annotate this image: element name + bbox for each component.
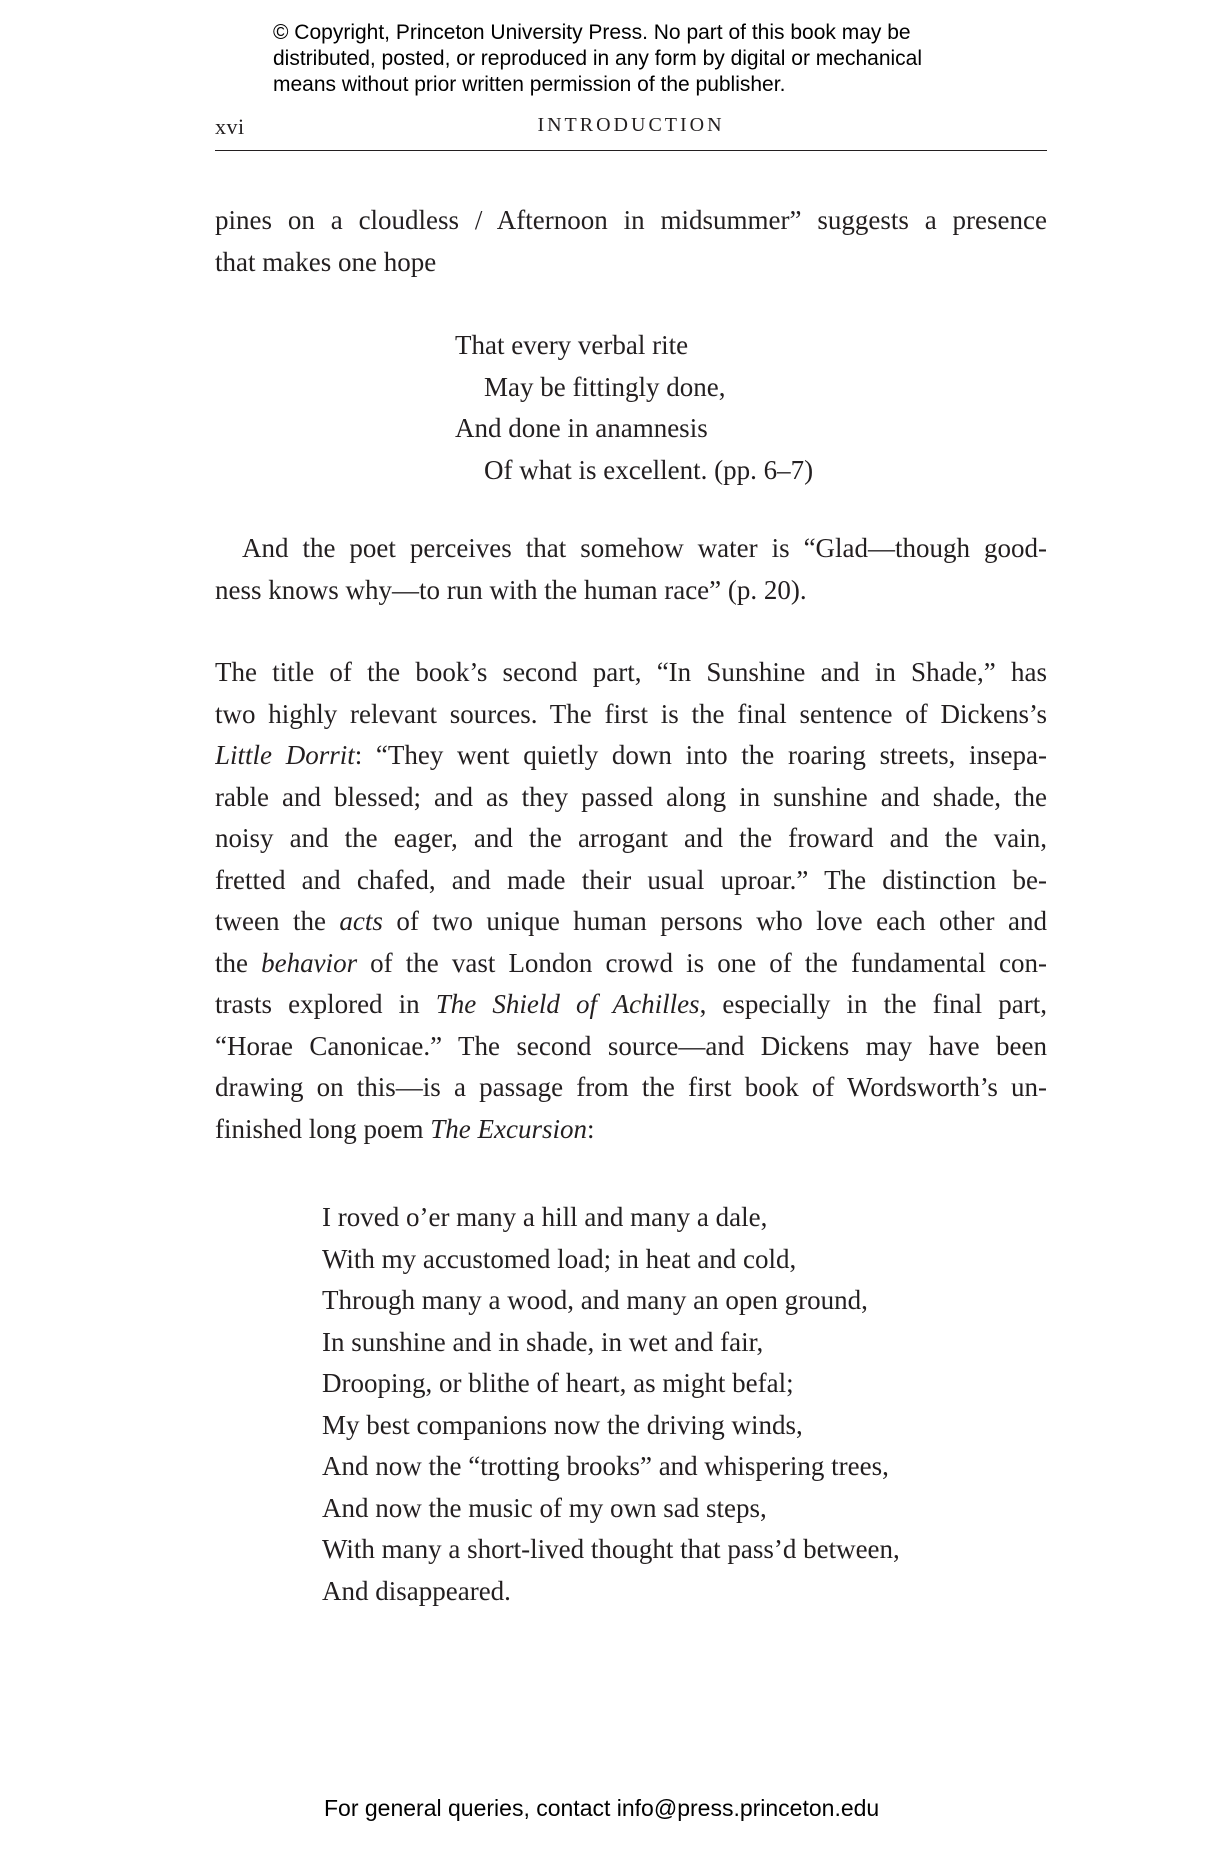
verse-line: My best companions now the driving winds, bbox=[322, 1409, 803, 1440]
text-line: ness knows why—to run with the human race” (p. 20). bbox=[215, 574, 807, 605]
verse-line: And now the music of my own sad steps, bbox=[322, 1492, 767, 1523]
running-head bbox=[215, 110, 1047, 151]
paragraph-continued bbox=[215, 200, 1047, 283]
text-line: rable and blessed; and as they passed along in sunshine and shade, the bbox=[215, 781, 1047, 812]
book-title: Little Dorrit bbox=[215, 740, 355, 770]
verse-line: Drooping, or blithe of heart, as might befal; bbox=[322, 1368, 794, 1398]
text-line bbox=[215, 984, 1047, 1026]
paragraph bbox=[215, 652, 1047, 1150]
verse-line: With my accustomed load; in heat and cold, bbox=[322, 1243, 797, 1274]
verse-quotation bbox=[455, 325, 813, 491]
verse-line: I roved o’er many a hill and many a dale, bbox=[322, 1202, 768, 1232]
copyright-line: distributed, posted, or reproduced in any form by digital or mechanical bbox=[273, 47, 923, 70]
text-line bbox=[215, 735, 1047, 777]
verse-line: That every verbal rite bbox=[455, 330, 689, 360]
text-run: of two unique human persons who love each other and bbox=[382, 906, 1047, 936]
verse-line: And disappeared. bbox=[322, 1575, 511, 1606]
text-line: “Horae Canonicae.” The second source—and Dickens may have been bbox=[215, 1030, 1047, 1061]
text-run: , especially in the final part, bbox=[699, 989, 1047, 1019]
text-line: fretted and chafed, and made their usual uproar.” The distinction be- bbox=[215, 864, 1047, 895]
copyright-line: means without prior written permission of the publisher. bbox=[273, 73, 786, 96]
emphasis: acts bbox=[339, 906, 383, 936]
verse-line: In sunshine and in shade, in wet and fair, bbox=[322, 1326, 764, 1357]
page-number: xvi bbox=[215, 114, 245, 139]
verse-line: Of what is excellent. (pp. 6–7) bbox=[484, 454, 814, 485]
text-line bbox=[215, 901, 1047, 943]
text-run: : “They went quietly down into the roaring streets, insepa- bbox=[354, 740, 1047, 770]
verse-line: May be fittingly done, bbox=[484, 371, 726, 402]
verse-line: And now the “trotting brooks” and whispering trees, bbox=[322, 1451, 889, 1481]
verse-line: Through many a wood, and many an open ground, bbox=[322, 1285, 868, 1315]
copyright-notice bbox=[273, 20, 1073, 98]
text-line: And the poet perceives that somehow water is “Glad—though good- bbox=[242, 533, 1047, 563]
text-line: drawing on this—is a passage from the first book of Wordsworth’s un- bbox=[215, 1072, 1047, 1102]
text-line: that makes one hope bbox=[215, 246, 437, 277]
text-line: The title of the book’s second part, “In Sunshine and in Shade,” has bbox=[215, 657, 1047, 687]
text-line bbox=[215, 1109, 1047, 1151]
text-run: the bbox=[215, 947, 262, 978]
verse-quotation bbox=[322, 1197, 900, 1612]
text-run: of the vast London crowd is one of the fundamental con- bbox=[357, 947, 1047, 978]
text-line: two highly relevant sources. The first is the final sentence of Dickens’s bbox=[215, 698, 1047, 729]
text-run: tween the bbox=[215, 906, 340, 936]
verse-line: And done in anamnesis bbox=[455, 413, 708, 443]
chapter-title: INTRODUCTION bbox=[537, 114, 725, 136]
emphasis: behavior bbox=[261, 947, 358, 978]
text-line bbox=[215, 943, 1047, 985]
text-run: : bbox=[586, 1113, 595, 1144]
text-line: noisy and the eager, and the arrogant and the froward and the vain, bbox=[215, 823, 1047, 853]
book-title: The Excursion bbox=[430, 1113, 587, 1144]
verse-line: With many a short-lived thought that pass’d between, bbox=[322, 1534, 900, 1564]
copyright-line: © Copyright, Princeton University Press. No part of this book may be bbox=[273, 21, 911, 44]
text-run: finished long poem bbox=[215, 1113, 431, 1144]
text-line: pines on a cloudless / Afternoon in midsummer” suggests a presence bbox=[215, 205, 1047, 235]
text-run: trasts explored in bbox=[215, 989, 436, 1019]
paragraph bbox=[215, 528, 1047, 611]
book-title: The Shield of Achilles bbox=[435, 989, 700, 1019]
footer-contact: For general queries, contact info@press.princeton.edu bbox=[324, 1795, 880, 1821]
